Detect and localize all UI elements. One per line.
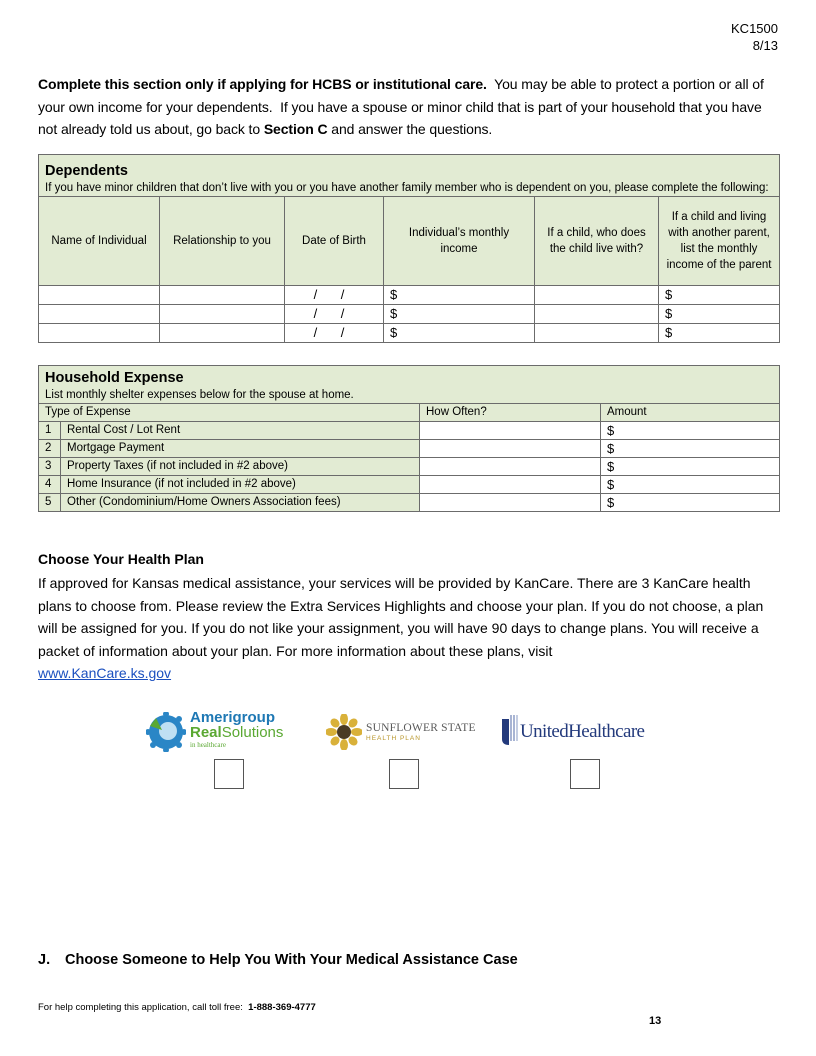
dependent-row: [39, 324, 780, 343]
name-field[interactable]: [39, 305, 160, 324]
amount-field[interactable]: $: [601, 440, 780, 458]
expense-type: Rental Cost / Lot Rent: [61, 422, 420, 440]
expense-row: [39, 476, 780, 494]
amount-field[interactable]: $: [601, 494, 780, 512]
amerigroup-sun-icon: [146, 712, 186, 752]
income-field[interactable]: $: [384, 305, 535, 324]
amerigroup-real: Real: [190, 724, 222, 741]
dob-field[interactable]: / /: [285, 286, 384, 305]
amerigroup-checkbox[interactable]: [214, 759, 244, 789]
intro-paragraph: [38, 73, 780, 141]
household-expense-table: [38, 365, 780, 512]
col-parent-income: If a child and living with another parent, list the monthly income of the parent: [659, 197, 780, 286]
col-name-of-individual: Name of Individual: [39, 197, 160, 286]
col-how-often: How Often?: [420, 404, 601, 422]
name-field[interactable]: [39, 286, 160, 305]
amerigroup-realsolutions: [190, 725, 283, 741]
dependents-subtitle: If you have minor children that don’t live with you or you have another family member who is dependent on you, please complete the following:: [45, 182, 769, 194]
parent-income-field[interactable]: $: [659, 305, 780, 324]
dependents-table: [38, 154, 780, 343]
health-plan-title: Choose Your Health Plan: [38, 551, 204, 567]
uhc-name: UnitedHealthcare: [520, 721, 645, 742]
col-amount: Amount: [601, 404, 780, 422]
expense-row: [39, 458, 780, 476]
how-often-field[interactable]: [420, 494, 601, 512]
amerigroup-name: Amerigroup: [190, 709, 276, 726]
sunflower-name: SUNFLOWER STATE: [366, 722, 476, 734]
health-plan-text: If approved for Kansas medical assistance, your services will be provided by KanCare. There are 3 KanCare health plans to choose from. Please review the Extra Services Highlights and choose your plan. If you do not choose, a plan will be assigned for you. If you do not like your assignment, you will have 90 days to change plans. You will receive a packet of information about your plan. For more information about these plans, visit: [38, 575, 764, 659]
col-type-of-expense: Type of Expense: [39, 404, 420, 422]
section-j-title: Choose Someone to Help You With Your Medical Assistance Case: [65, 952, 518, 968]
income-field[interactable]: $: [384, 324, 535, 343]
dependents-header: [39, 155, 780, 197]
intro-text-1: You may be able to protect a portion or all of your own income for your dependents. If you have a spouse or minor child that is part of your household that you have not already told us about, go back to: [38, 76, 768, 137]
relationship-field[interactable]: [160, 286, 285, 305]
col-child-lives-with: If a child, who does the child live with?: [535, 197, 659, 286]
dob-field[interactable]: / /: [285, 305, 384, 324]
how-often-field[interactable]: [420, 440, 601, 458]
health-plan-body: [38, 572, 783, 685]
parent-income-field[interactable]: $: [659, 286, 780, 305]
footer-help-text: For help completing this application, call toll free:: [38, 1002, 249, 1013]
intro-bold-lead: Complete this section only if applying for HCBS or institutional care.: [38, 76, 487, 92]
household-expense-title: Household Expense: [45, 370, 184, 386]
section-c-ref: Section C: [263, 121, 328, 137]
lives-with-field[interactable]: [535, 305, 659, 324]
how-often-field[interactable]: [420, 476, 601, 494]
name-field[interactable]: [39, 324, 160, 343]
sunflower-subname: HEALTH PLAN: [366, 735, 421, 742]
col-monthly-income: Individual’s monthly income: [384, 197, 535, 286]
section-j-heading: [38, 952, 518, 968]
dependents-title: Dependents: [45, 163, 128, 179]
dob-field[interactable]: / /: [285, 324, 384, 343]
page-number: 13: [649, 1015, 662, 1027]
expense-row: [39, 440, 780, 458]
amerigroup-solutions: Solutions: [221, 724, 284, 741]
form-identifier: [731, 20, 778, 54]
expense-number: 1: [39, 422, 61, 440]
amerigroup-tagline: in healthcare: [190, 741, 226, 749]
expense-type: Home Insurance (if not included in #2 above): [61, 476, 420, 494]
expense-number: 3: [39, 458, 61, 476]
expense-type: Property Taxes (if not included in #2 above): [61, 458, 420, 476]
dependent-row: [39, 286, 780, 305]
expense-type: Mortgage Payment: [61, 440, 420, 458]
sunflower-icon: [326, 714, 362, 750]
unitedhealthcare-checkbox[interactable]: [570, 759, 600, 789]
unitedhealthcare-logo: [500, 713, 672, 749]
amount-field[interactable]: $: [601, 422, 780, 440]
amerigroup-logo: [146, 710, 294, 752]
amount-field[interactable]: $: [601, 476, 780, 494]
dependent-row: [39, 305, 780, 324]
col-date-of-birth: Date of Birth: [285, 197, 384, 286]
how-often-field[interactable]: [420, 422, 601, 440]
relationship-field[interactable]: [160, 305, 285, 324]
intro-text-2: and answer the questions.: [327, 121, 493, 137]
income-field[interactable]: $: [384, 286, 535, 305]
sunflower-checkbox[interactable]: [389, 759, 419, 789]
household-expense-header: [39, 366, 780, 404]
lives-with-field[interactable]: [535, 324, 659, 343]
how-often-field[interactable]: [420, 458, 601, 476]
section-j-letter: J.: [38, 952, 51, 968]
expense-number: 4: [39, 476, 61, 494]
amount-field[interactable]: $: [601, 458, 780, 476]
household-expense-subtitle: List monthly shelter expenses below for the spouse at home.: [45, 389, 354, 401]
kancare-link[interactable]: www.KanCare.ks.gov: [38, 665, 172, 681]
footer-help: [38, 1002, 316, 1013]
expense-row: [39, 494, 780, 512]
sunflower-logo: [326, 713, 476, 751]
parent-income-field[interactable]: $: [659, 324, 780, 343]
expense-number: 2: [39, 440, 61, 458]
footer-phone: 1-888-369-4777: [248, 1002, 316, 1013]
expense-row: [39, 422, 780, 440]
uhc-u-icon: [500, 713, 518, 747]
expense-type: Other (Condominium/Home Owners Association fees): [61, 494, 420, 512]
lives-with-field[interactable]: [535, 286, 659, 305]
expense-number: 5: [39, 494, 61, 512]
form-code: KC1500: [731, 21, 778, 36]
form-date: 8/13: [752, 38, 778, 53]
relationship-field[interactable]: [160, 324, 285, 343]
col-relationship: Relationship to you: [160, 197, 285, 286]
